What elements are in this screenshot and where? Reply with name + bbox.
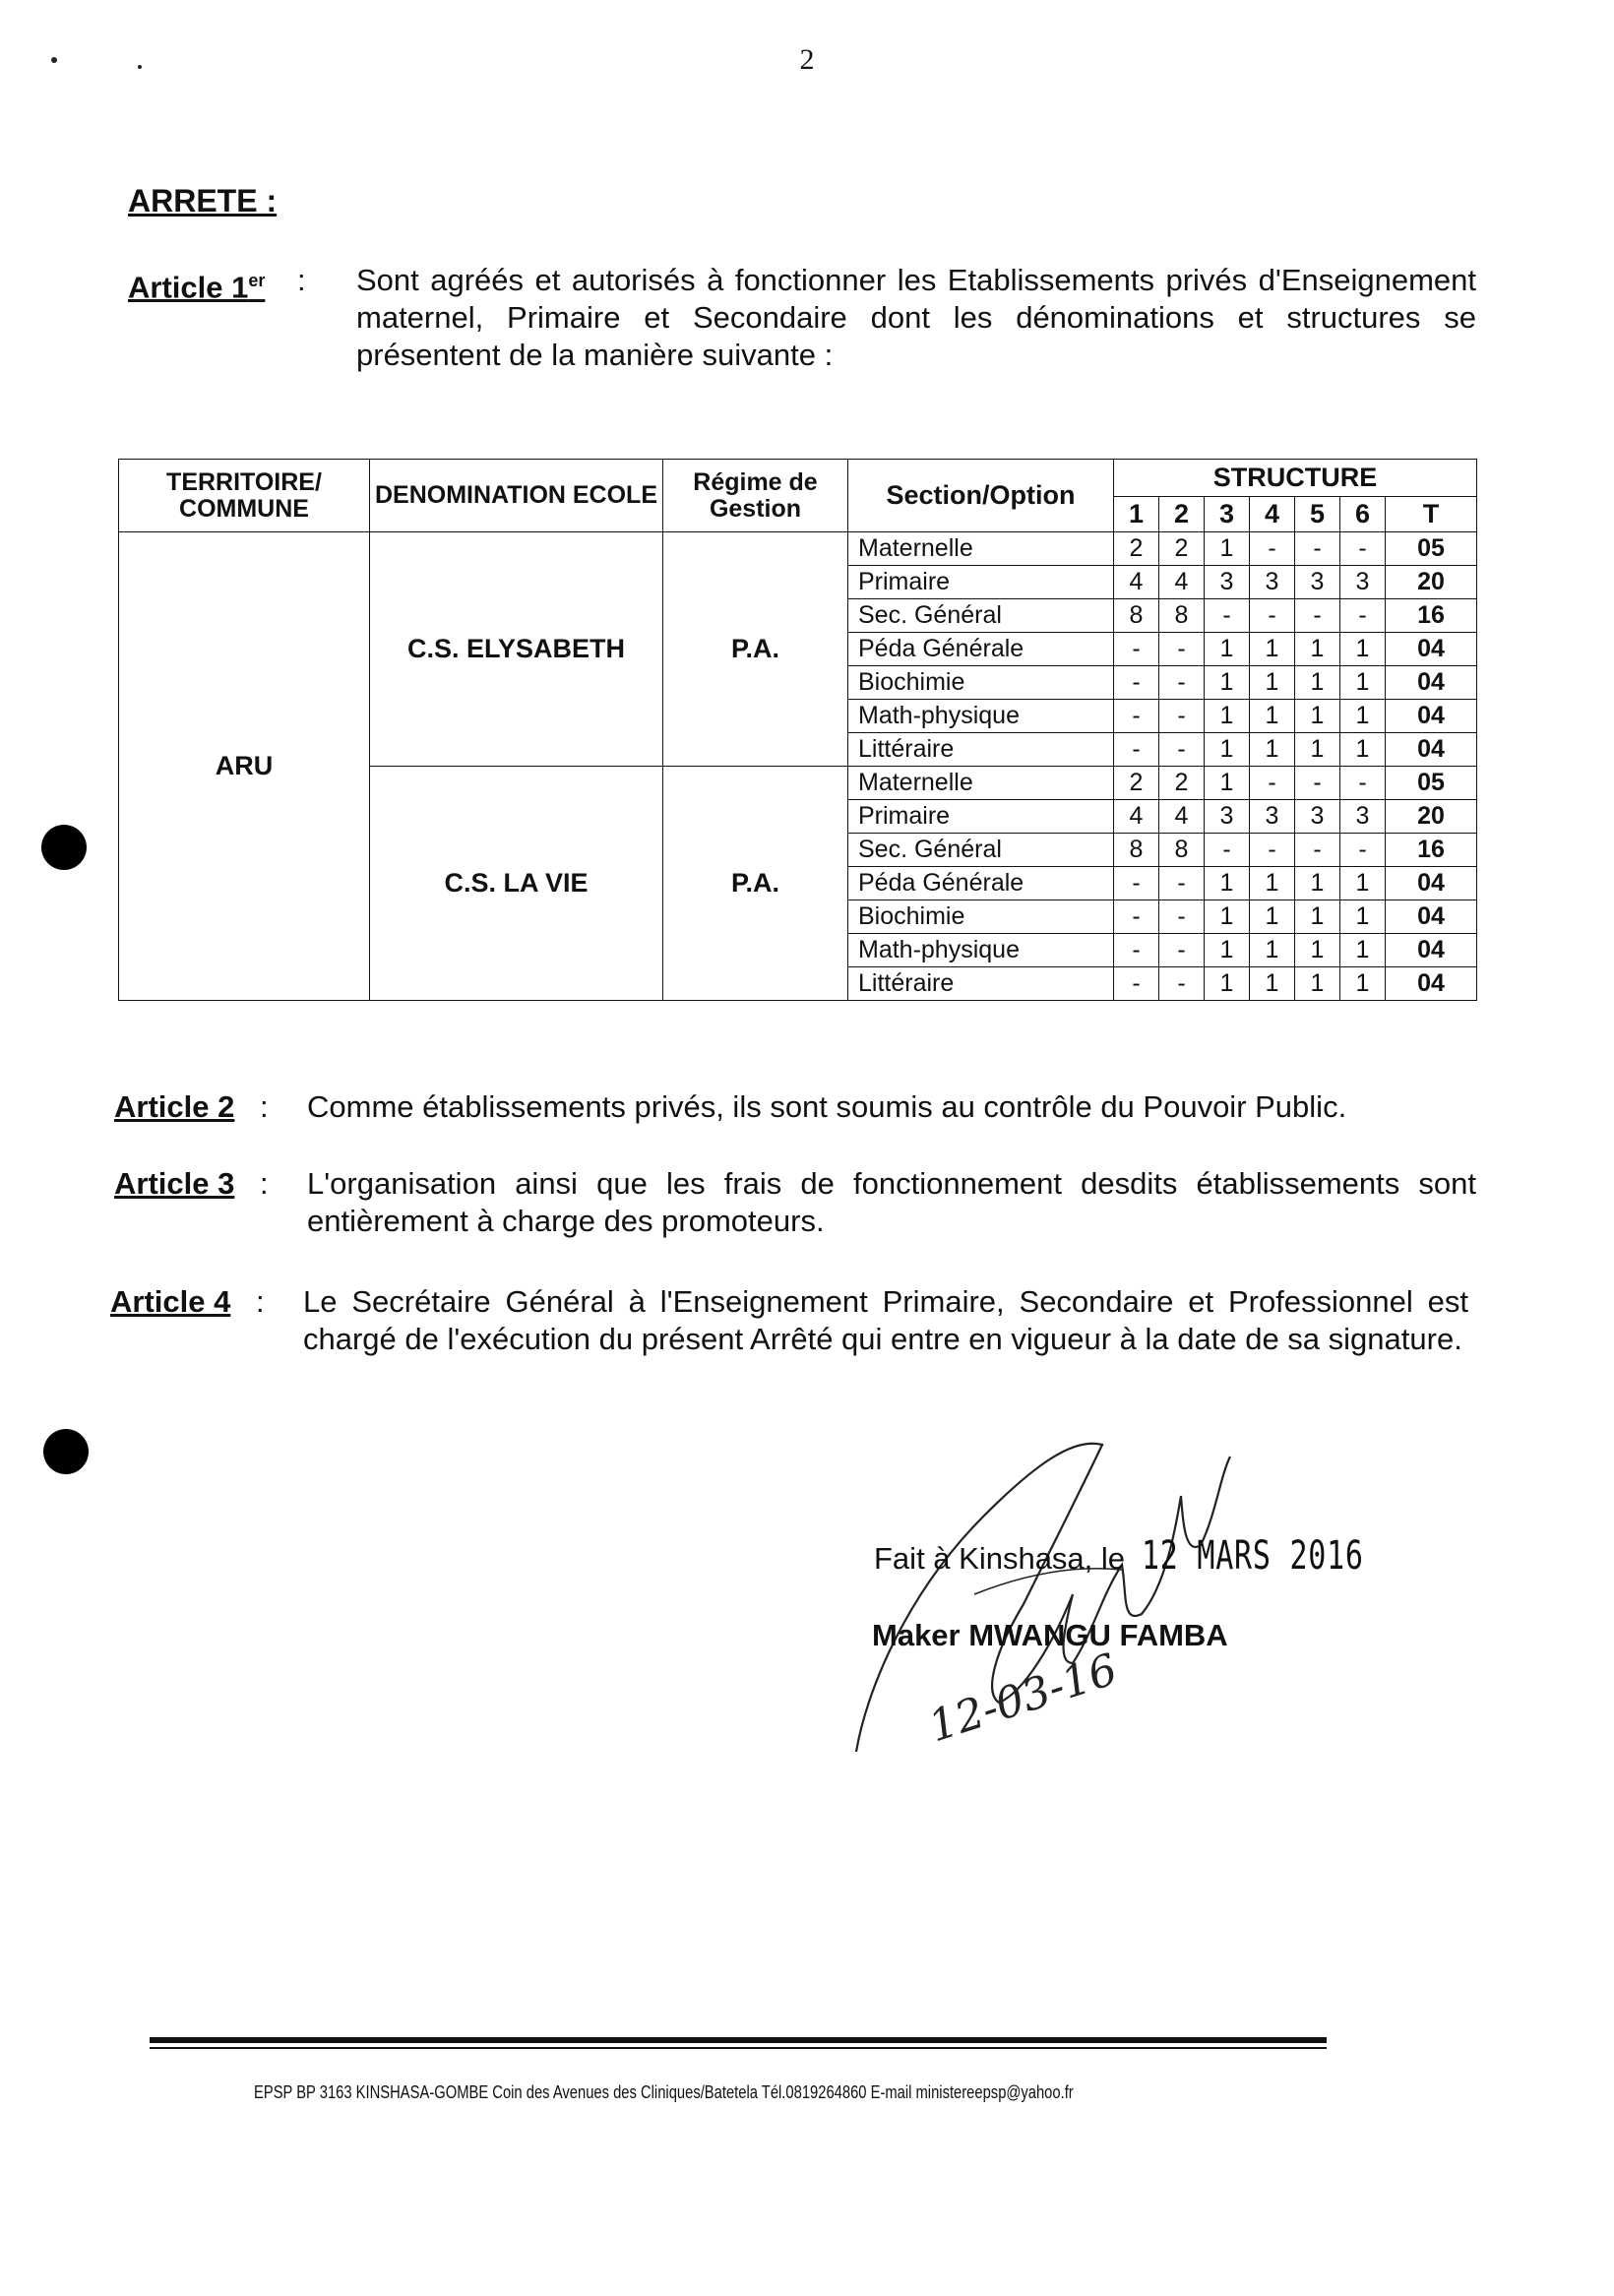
structure-total-cell: 04 xyxy=(1386,867,1477,900)
article-4-label: Article 4 xyxy=(110,1284,231,1319)
structure-value-cell: 1 xyxy=(1250,633,1295,666)
structure-value-cell: 1 xyxy=(1340,700,1386,733)
structure-value-cell: 3 xyxy=(1250,566,1295,599)
structure-total-cell: 04 xyxy=(1386,733,1477,767)
structure-value-cell: 2 xyxy=(1159,532,1205,566)
article-4 xyxy=(110,1283,1476,1411)
structure-total-cell: 20 xyxy=(1386,566,1477,599)
structure-value-cell: 4 xyxy=(1114,566,1159,599)
structure-total-cell: 04 xyxy=(1386,967,1477,1001)
structure-value-cell: 1 xyxy=(1295,900,1340,934)
section-cell: Maternelle xyxy=(848,767,1114,800)
structure-value-cell: 1 xyxy=(1340,633,1386,666)
section-cell: Littéraire xyxy=(848,967,1114,1001)
structure-value-cell: 1 xyxy=(1340,934,1386,967)
header-section: Section/Option xyxy=(848,460,1114,532)
section-cell: Math-physique xyxy=(848,934,1114,967)
structure-value-cell: - xyxy=(1340,532,1386,566)
structure-value-cell: - xyxy=(1114,867,1159,900)
regime-cell: P.A. xyxy=(663,767,848,1001)
structure-value-cell: 8 xyxy=(1159,834,1205,867)
section-cell: Maternelle xyxy=(848,532,1114,566)
structure-total-cell: 05 xyxy=(1386,767,1477,800)
structure-value-cell: 1 xyxy=(1205,900,1250,934)
structure-value-cell: 1 xyxy=(1340,733,1386,767)
structure-col-2: 2 xyxy=(1159,497,1205,532)
article-1-label: Article 1er xyxy=(128,270,266,305)
structure-value-cell: 4 xyxy=(1114,800,1159,834)
section-cell: Péda Générale xyxy=(848,867,1114,900)
structure-value-cell: - xyxy=(1340,599,1386,633)
structure-value-cell: 1 xyxy=(1295,633,1340,666)
structure-value-cell: 4 xyxy=(1159,566,1205,599)
structure-value-cell: - xyxy=(1114,700,1159,733)
structure-value-cell: 2 xyxy=(1114,767,1159,800)
structure-value-cell: - xyxy=(1114,900,1159,934)
footer-rule-thick xyxy=(150,2037,1327,2043)
section-cell: Littéraire xyxy=(848,733,1114,767)
article-4-colon: : xyxy=(256,1284,265,1319)
structure-value-cell: - xyxy=(1340,834,1386,867)
structure-value-cell: 4 xyxy=(1159,800,1205,834)
structure-value-cell: - xyxy=(1340,767,1386,800)
structure-value-cell: 1 xyxy=(1205,666,1250,700)
article-3-colon: : xyxy=(260,1166,269,1201)
handwritten-signature xyxy=(827,1397,1437,1811)
structure-value-cell: 1 xyxy=(1295,967,1340,1001)
structure-value-cell: - xyxy=(1159,934,1205,967)
structure-value-cell: 1 xyxy=(1250,867,1295,900)
structure-col-4: 4 xyxy=(1250,497,1295,532)
structure-value-cell: - xyxy=(1159,967,1205,1001)
structure-value-cell: 1 xyxy=(1295,934,1340,967)
header-structure: STRUCTURE xyxy=(1114,460,1477,497)
structure-value-cell: - xyxy=(1159,867,1205,900)
structure-value-cell: - xyxy=(1250,532,1295,566)
article-1 xyxy=(128,262,1476,390)
school-name-cell: C.S. LA VIE xyxy=(370,767,663,1001)
section-cell: Biochimie xyxy=(848,666,1114,700)
structure-value-cell: 8 xyxy=(1114,599,1159,633)
structure-total-cell: 20 xyxy=(1386,800,1477,834)
structure-value-cell: 1 xyxy=(1205,633,1250,666)
structure-value-cell: 1 xyxy=(1250,733,1295,767)
structure-value-cell: - xyxy=(1114,733,1159,767)
school-name-cell: C.S. ELYSABETH xyxy=(370,532,663,767)
structure-value-cell: 1 xyxy=(1205,934,1250,967)
article-1-text: Sont agréés et autorisés à fonctionner les Etablissements privés d'Enseignement maternel, Primaire et Secondaire dont les dénominations et structures se présentent de la manière suivante : xyxy=(356,263,1476,372)
section-cell: Sec. Général xyxy=(848,599,1114,633)
structure-value-cell: 1 xyxy=(1340,900,1386,934)
signature-place-date xyxy=(874,1533,1438,1579)
structure-value-cell: 3 xyxy=(1205,566,1250,599)
section-cell: Math-physique xyxy=(848,700,1114,733)
structure-value-cell: 1 xyxy=(1205,532,1250,566)
structure-value-cell: - xyxy=(1250,599,1295,633)
article-4-text: Le Secrétaire Général à l'Enseignement Primaire, Secondaire et Professionnel est chargé de l'exécution du présent Arrêté qui entre en vigueur à la date de sa signature. xyxy=(303,1284,1468,1356)
territoire-cell: ARU xyxy=(119,532,370,1001)
structure-value-cell: - xyxy=(1295,599,1340,633)
footer-rule-thin xyxy=(150,2047,1327,2049)
section-cell: Biochimie xyxy=(848,900,1114,934)
structure-total-cell: 05 xyxy=(1386,532,1477,566)
structure-value-cell: 1 xyxy=(1340,867,1386,900)
date-stamp: 12 MARS 2016 xyxy=(1141,1533,1364,1579)
structure-value-cell: 1 xyxy=(1205,867,1250,900)
signature-place: Fait à Kinshasa, le xyxy=(874,1541,1126,1576)
regime-cell: P.A. xyxy=(663,532,848,767)
section-cell: Péda Générale xyxy=(848,633,1114,666)
article-2-colon: : xyxy=(260,1089,269,1124)
section-cell: Primaire xyxy=(848,800,1114,834)
structure-value-cell: - xyxy=(1159,666,1205,700)
structure-value-cell: 1 xyxy=(1250,934,1295,967)
signatory-name: Maker MWANGU FAMBA xyxy=(872,1618,1228,1652)
structure-value-cell: - xyxy=(1250,767,1295,800)
structure-value-cell: - xyxy=(1205,834,1250,867)
arrete-heading: ARRETE : xyxy=(128,183,278,218)
header-territoire: TERRITOIRE/ COMMUNE xyxy=(119,460,370,532)
structure-value-cell: 1 xyxy=(1340,967,1386,1001)
article-3-label: Article 3 xyxy=(114,1166,235,1201)
structure-total-cell: 04 xyxy=(1386,934,1477,967)
structure-value-cell: 3 xyxy=(1340,800,1386,834)
structure-value-cell: - xyxy=(1295,532,1340,566)
structure-value-cell: - xyxy=(1114,666,1159,700)
structure-value-cell: 1 xyxy=(1250,967,1295,1001)
article-2-label: Article 2 xyxy=(114,1089,235,1124)
handwritten-date: 12-03-16 xyxy=(922,1644,1124,1753)
structure-value-cell: 1 xyxy=(1205,733,1250,767)
header-denomination: DENOMINATION ECOLE xyxy=(370,460,663,532)
structure-total-cell: 04 xyxy=(1386,633,1477,666)
structure-total-cell: 04 xyxy=(1386,666,1477,700)
article-3-text: L'organisation ainsi que les frais de fonctionnement desdits établissements sont entièrement à charge des promoteurs. xyxy=(307,1166,1476,1238)
structure-value-cell: 1 xyxy=(1295,666,1340,700)
structure-total-cell: 16 xyxy=(1386,599,1477,633)
section-cell: Primaire xyxy=(848,566,1114,599)
section-cell: Sec. Général xyxy=(848,834,1114,867)
structure-col-t: T xyxy=(1386,497,1477,532)
footer-address: EPSP BP 3163 KINSHASA-GOMBE Coin des Avenues des Cliniques/Batetela Tél.0819264860 E-mail ministereepsp@yahoo.fr xyxy=(254,2082,1074,2102)
article-3 xyxy=(114,1165,1476,1254)
structure-value-cell: 1 xyxy=(1205,700,1250,733)
article-1-colon: : xyxy=(297,263,306,297)
punch-hole-mark xyxy=(43,1429,89,1474)
structure-value-cell: 1 xyxy=(1340,666,1386,700)
structure-value-cell: - xyxy=(1295,834,1340,867)
scan-mark xyxy=(138,65,142,69)
structure-total-cell: 16 xyxy=(1386,834,1477,867)
structure-value-cell: 1 xyxy=(1250,666,1295,700)
scan-mark xyxy=(51,57,57,63)
structure-value-cell: 3 xyxy=(1250,800,1295,834)
structure-total-cell: 04 xyxy=(1386,900,1477,934)
page-number: 2 xyxy=(799,43,815,76)
structure-value-cell: 2 xyxy=(1159,767,1205,800)
punch-hole-mark xyxy=(41,825,87,870)
structure-col-1: 1 xyxy=(1114,497,1159,532)
structure-value-cell: - xyxy=(1114,967,1159,1001)
structure-value-cell: - xyxy=(1159,700,1205,733)
structure-value-cell: 1 xyxy=(1205,767,1250,800)
structure-value-cell: - xyxy=(1114,633,1159,666)
structure-value-cell: 1 xyxy=(1295,733,1340,767)
structure-value-cell: 8 xyxy=(1159,599,1205,633)
structure-value-cell: 1 xyxy=(1295,700,1340,733)
structure-value-cell: - xyxy=(1295,767,1340,800)
structure-col-6: 6 xyxy=(1340,497,1386,532)
structure-col-5: 5 xyxy=(1295,497,1340,532)
article-2 xyxy=(114,1088,1476,1138)
structure-total-cell: 04 xyxy=(1386,700,1477,733)
structure-value-cell: - xyxy=(1159,733,1205,767)
header-regime: Régime de Gestion xyxy=(663,460,848,532)
article-2-text: Comme établissements privés, ils sont soumis au contrôle du Pouvoir Public. xyxy=(307,1089,1347,1124)
structure-value-cell: 1 xyxy=(1250,900,1295,934)
structure-value-cell: - xyxy=(1159,900,1205,934)
structure-value-cell: 1 xyxy=(1295,867,1340,900)
structure-value-cell: 3 xyxy=(1205,800,1250,834)
structure-value-cell: 1 xyxy=(1250,700,1295,733)
structure-table xyxy=(118,459,1477,1001)
structure-value-cell: - xyxy=(1205,599,1250,633)
structure-value-cell: 1 xyxy=(1205,967,1250,1001)
structure-value-cell: 2 xyxy=(1114,532,1159,566)
structure-value-cell: - xyxy=(1159,633,1205,666)
structure-col-3: 3 xyxy=(1205,497,1250,532)
table-row xyxy=(119,532,1477,566)
structure-value-cell: 3 xyxy=(1340,566,1386,599)
structure-value-cell: 3 xyxy=(1295,566,1340,599)
structure-value-cell: 8 xyxy=(1114,834,1159,867)
structure-value-cell: - xyxy=(1114,934,1159,967)
structure-value-cell: 3 xyxy=(1295,800,1340,834)
structure-value-cell: - xyxy=(1250,834,1295,867)
